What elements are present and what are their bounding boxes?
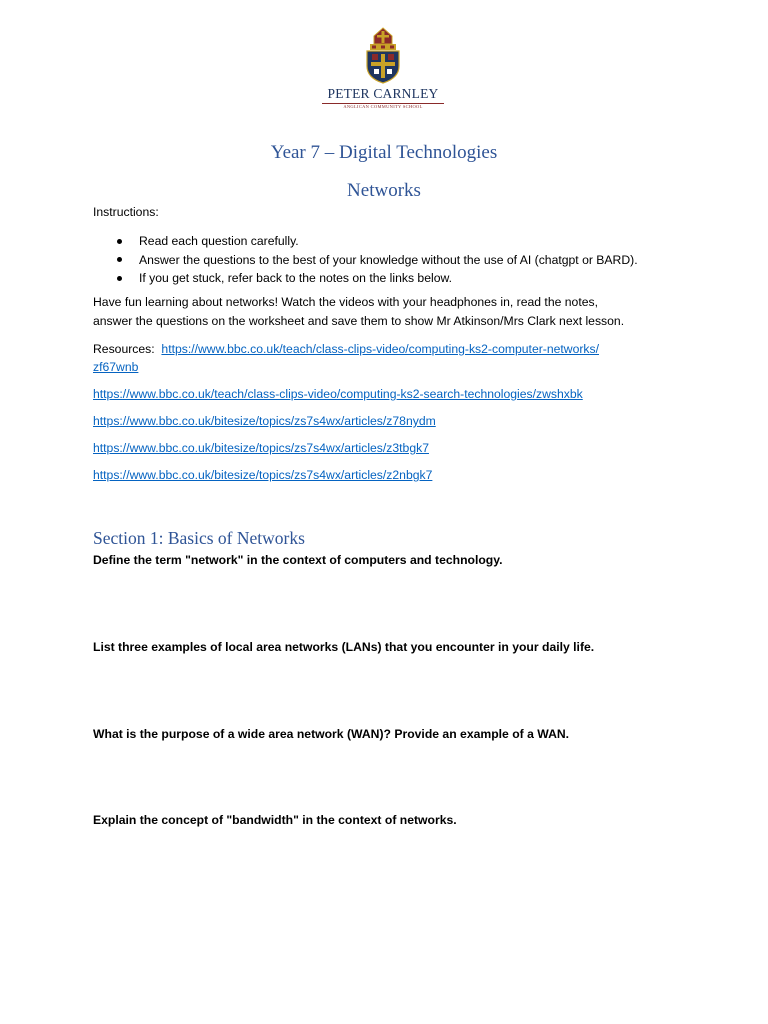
school-name: PETER CARNLEY [327,86,439,101]
instruction-item: Answer the questions to the best of your knowledge without the use of AI (chatgpt or BARD). [93,251,638,270]
page-subtitle: Networks [347,180,421,201]
resource-link-1[interactable]: https://www.bbc.co.uk/teach/class-clips-video/computing-ks2-computer-networks/ [161,342,599,356]
resource-link-5[interactable]: https://www.bbc.co.uk/bitesize/topics/zs7s4wx/articles/z2nbgk7 [93,468,433,482]
resource-link-1-continued[interactable]: zf67wnb [93,360,139,374]
school-logo [318,26,448,108]
bullet-icon [117,239,122,244]
section-heading: Section 1: Basics of Networks [93,528,305,548]
resource-link-4-wrap [93,441,429,456]
resources-label: Resources: [93,342,155,356]
resource-link-1-wrap [93,360,138,375]
resource-link-2-wrap [93,387,583,402]
school-crest-icon [362,26,404,84]
resource-link-3[interactable]: https://www.bbc.co.uk/bitesize/topics/zs7s4wx/articles/z78nydm [93,414,436,428]
question-2: List three examples of local area networks (LANs) that you encounter in your daily life. [93,640,595,654]
school-subtitle: ANGLICAN COMMUNITY SCHOOL [343,104,423,109]
resource-link-5-wrap [93,468,432,483]
resource-link-3-wrap [93,414,436,429]
instruction-item: Read each question carefully. [93,232,638,251]
question-4: Explain the concept of "bandwidth" in the context of networks. [93,813,457,827]
bullet-icon [117,257,122,262]
page-title: Year 7 – Digital Technologies [270,142,498,163]
instructions-list [93,232,638,288]
question-3: What is the purpose of a wide area network (WAN)? Provide an example of a WAN. [93,727,570,741]
intro-line-1: Have fun learning about networks! Watch the videos with your headphones in, read the notes, [93,295,598,309]
bullet-icon [117,276,122,281]
resource-link-4[interactable]: https://www.bbc.co.uk/bitesize/topics/zs7s4wx/articles/z3tbgk7 [93,441,429,455]
intro-line-2: answer the questions on the worksheet and save them to show Mr Atkinson/Mrs Clark next lesson. [93,314,625,328]
resources-line [93,342,599,357]
resource-link-2[interactable]: https://www.bbc.co.uk/teach/class-clips-video/computing-ks2-search-technologies/zwshxbk [93,387,583,401]
instruction-item: If you get stuck, refer back to the notes on the links below. [93,269,638,288]
question-1: Define the term "network" in the context of computers and technology. [93,553,503,567]
instructions-label: Instructions: [93,205,159,219]
